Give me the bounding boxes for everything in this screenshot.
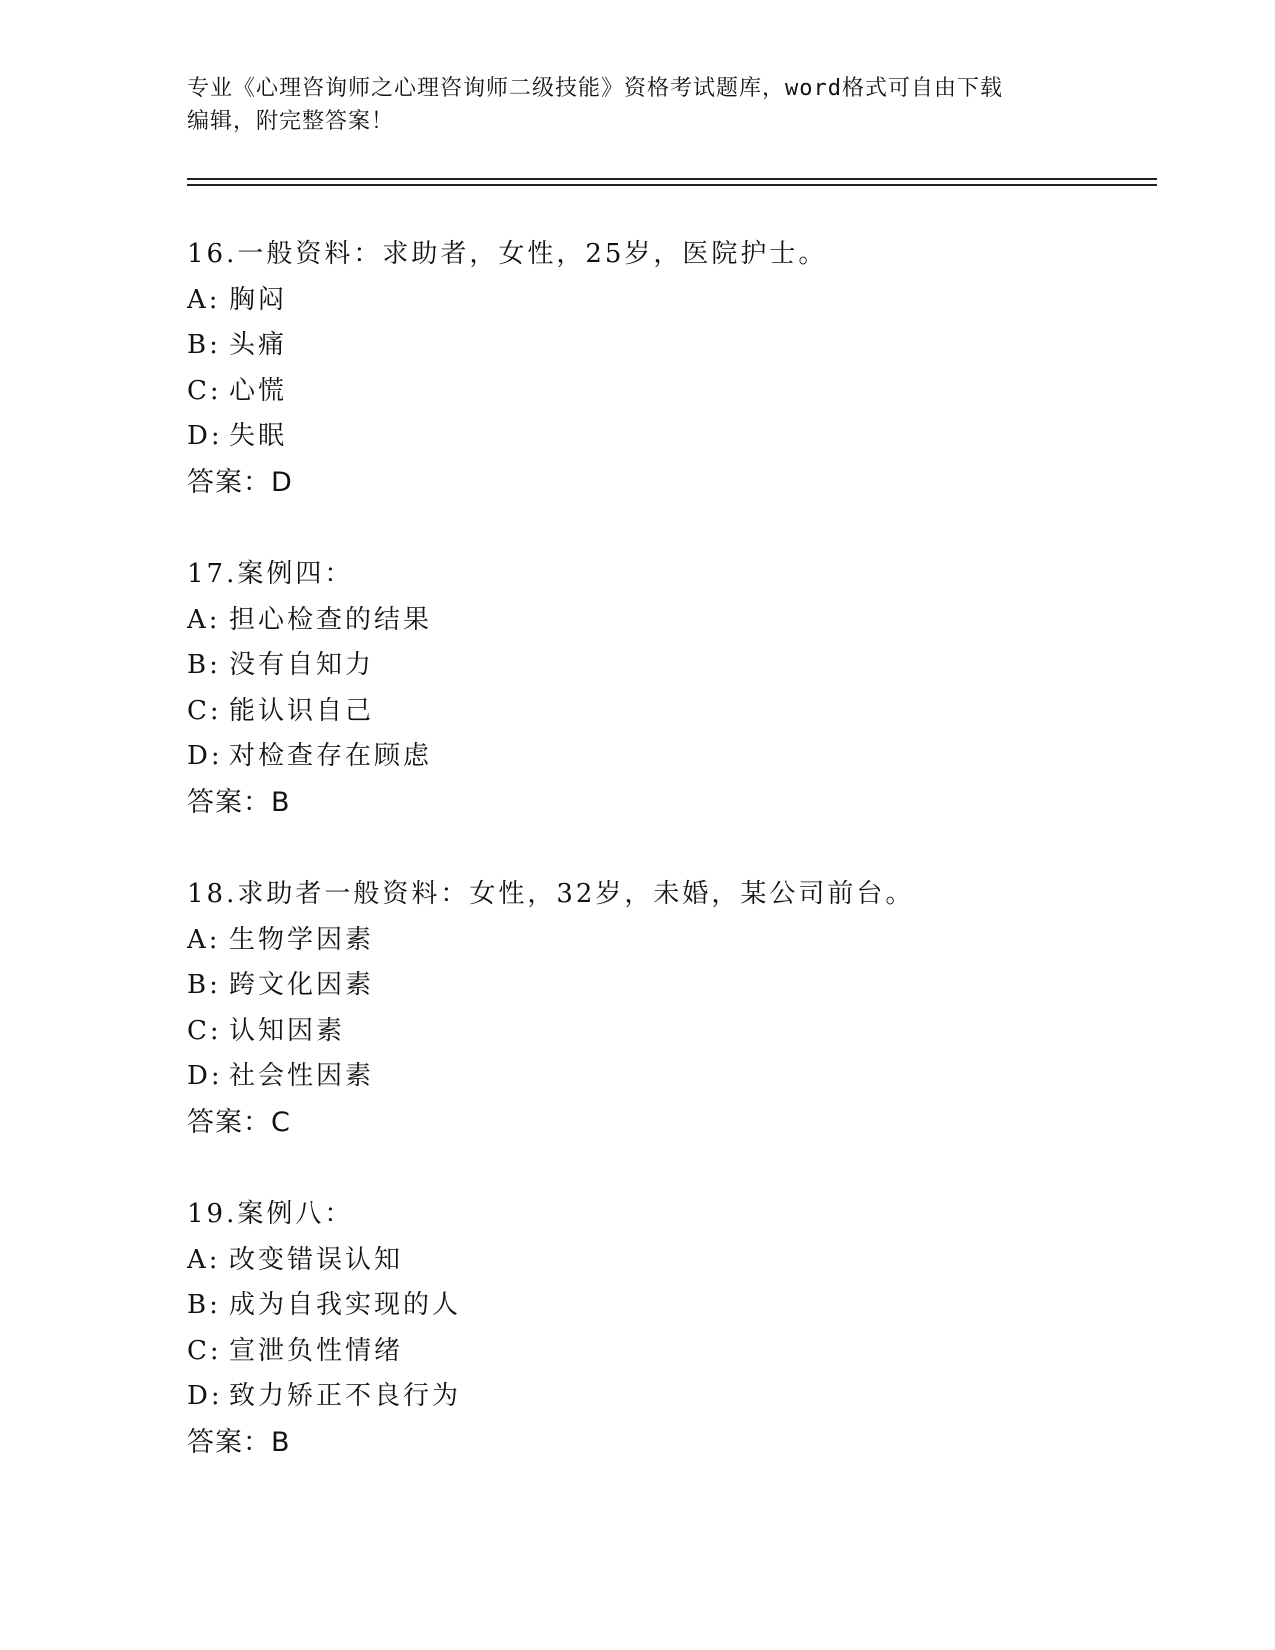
option-d xyxy=(187,1054,1147,1100)
option-a xyxy=(187,918,1147,964)
option-text: 担心检查的结果 xyxy=(229,604,433,635)
option-text: 成为自我实现的人 xyxy=(229,1290,462,1320)
header-line-2: 编辑，附完整答案！ xyxy=(187,109,395,134)
answer-line: 答案：B xyxy=(187,1426,291,1458)
option-text: 认知因素 xyxy=(229,1015,346,1046)
option-text: 头痛 xyxy=(229,330,288,360)
option-key: C: xyxy=(187,695,222,726)
option-a xyxy=(187,278,1147,324)
option-text: 胸闷 xyxy=(229,284,288,315)
option-text: 改变错误认知 xyxy=(229,1244,404,1275)
question-18 xyxy=(187,872,1147,1145)
option-key: B: xyxy=(187,1290,221,1320)
option-d xyxy=(187,734,1147,780)
option-key: B: xyxy=(187,650,221,680)
option-c xyxy=(187,689,1147,735)
option-key: C: xyxy=(187,1015,222,1046)
question-stem: 17.案例四： xyxy=(187,559,354,589)
option-text: 社会性因素 xyxy=(229,1061,375,1091)
option-text: 没有自知力 xyxy=(229,650,375,680)
option-c xyxy=(187,1329,1147,1375)
question-17 xyxy=(187,552,1147,825)
option-text: 心慌 xyxy=(229,375,288,406)
option-d xyxy=(187,414,1147,460)
option-key: B: xyxy=(187,330,221,360)
answer-line: 答案：B xyxy=(187,786,291,818)
option-c xyxy=(187,369,1147,415)
question-16 xyxy=(187,232,1147,505)
option-text: 失眠 xyxy=(229,421,288,451)
option-a xyxy=(187,598,1147,644)
option-text: 跨文化因素 xyxy=(229,970,375,1000)
header-divider-bottom xyxy=(187,184,1157,186)
header-line-1: 专业《心理咨询师之心理咨询师二级技能》资格考试题库，word格式可自由下载 xyxy=(187,76,1003,101)
option-text: 对检查存在顾虑 xyxy=(229,741,433,771)
option-b xyxy=(187,323,1147,369)
option-key: A: xyxy=(187,1244,221,1275)
question-stem: 18.求助者一般资料：女性，32岁，未婚，某公司前台。 xyxy=(187,879,915,909)
answer-line: 答案：D xyxy=(187,466,293,498)
option-text: 致力矫正不良行为 xyxy=(229,1381,462,1411)
option-key: D: xyxy=(187,741,223,771)
option-text: 能认识自己 xyxy=(229,695,375,726)
option-key: D: xyxy=(187,1061,223,1091)
header-divider-top xyxy=(187,178,1157,180)
option-key: A: xyxy=(187,924,221,955)
option-key: D: xyxy=(187,1381,223,1411)
answer-line: 答案：C xyxy=(187,1106,291,1138)
option-text: 宣泄负性情绪 xyxy=(229,1335,404,1366)
option-key: D: xyxy=(187,421,223,451)
option-key: A: xyxy=(187,604,221,635)
option-key: B: xyxy=(187,970,221,1000)
option-d xyxy=(187,1374,1147,1420)
option-key: C: xyxy=(187,1335,222,1366)
question-stem: 19.案例八： xyxy=(187,1199,354,1229)
option-b xyxy=(187,963,1147,1009)
option-b xyxy=(187,643,1147,689)
option-c xyxy=(187,1009,1147,1055)
question-stem: 16.一般资料：求助者，女性，25岁，医院护士。 xyxy=(187,239,828,269)
option-a xyxy=(187,1238,1147,1284)
option-b xyxy=(187,1283,1147,1329)
question-19 xyxy=(187,1192,1147,1465)
option-key: C: xyxy=(187,375,222,406)
option-text: 生物学因素 xyxy=(229,924,375,955)
option-key: A: xyxy=(187,284,221,315)
document-header xyxy=(187,72,1067,138)
